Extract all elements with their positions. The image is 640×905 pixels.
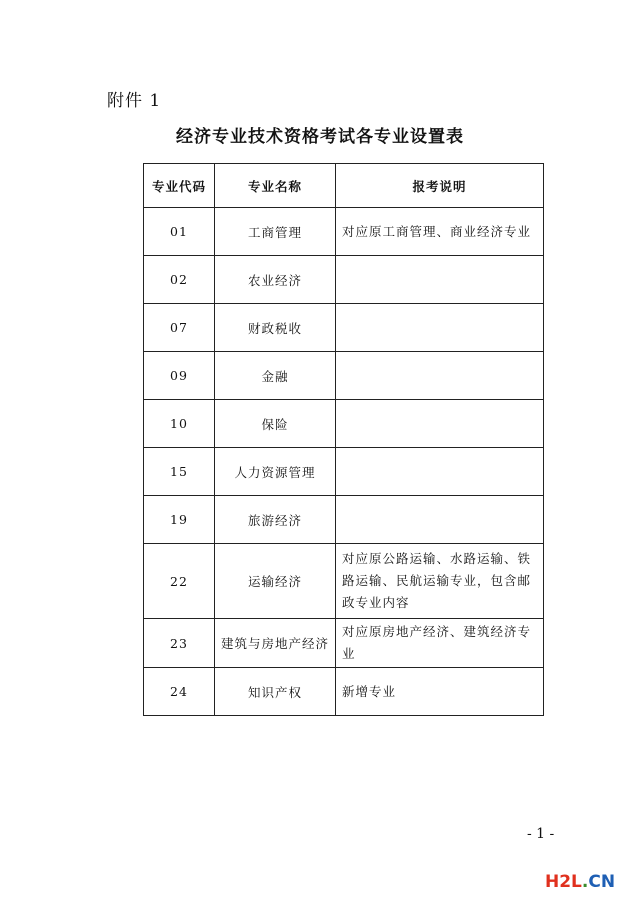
row-name: 财政税收 bbox=[215, 304, 336, 352]
table-row bbox=[144, 208, 544, 256]
watermark-part: CN bbox=[588, 872, 616, 892]
watermark-logo bbox=[545, 872, 615, 892]
row-code: 15 bbox=[144, 448, 215, 496]
table-row bbox=[144, 304, 544, 352]
row-note bbox=[336, 400, 544, 448]
row-note: 对应原公路运输、水路运输、铁路运输、民航运输专业，包含邮政专业内容 bbox=[336, 544, 544, 619]
table-row bbox=[144, 352, 544, 400]
table-row bbox=[144, 668, 544, 716]
attachment-label: 附件 1 bbox=[107, 91, 162, 111]
row-code: 23 bbox=[144, 619, 215, 668]
header-name: 专业名称 bbox=[215, 164, 336, 208]
row-note bbox=[336, 304, 544, 352]
page-number: - 1 - bbox=[527, 826, 555, 842]
row-note: 对应原房地产经济、建筑经济专业 bbox=[336, 619, 544, 668]
row-name: 运输经济 bbox=[215, 544, 336, 619]
row-name: 人力资源管理 bbox=[215, 448, 336, 496]
row-note bbox=[336, 448, 544, 496]
row-note: 新增专业 bbox=[336, 668, 544, 716]
table-row bbox=[144, 256, 544, 304]
row-name: 保险 bbox=[215, 400, 336, 448]
row-note bbox=[336, 256, 544, 304]
table-row bbox=[144, 544, 544, 619]
row-name: 建筑与房地产经济 bbox=[215, 619, 336, 668]
table-row bbox=[144, 400, 544, 448]
header-note: 报考说明 bbox=[336, 164, 544, 208]
table-header-row bbox=[144, 164, 544, 208]
row-note bbox=[336, 352, 544, 400]
row-note bbox=[336, 496, 544, 544]
row-code: 24 bbox=[144, 668, 215, 716]
row-code: 02 bbox=[144, 256, 215, 304]
row-code: 10 bbox=[144, 400, 215, 448]
row-name: 农业经济 bbox=[215, 256, 336, 304]
row-name: 工商管理 bbox=[215, 208, 336, 256]
row-name: 知识产权 bbox=[215, 668, 336, 716]
watermark-part: H2L bbox=[545, 872, 582, 892]
row-code: 07 bbox=[144, 304, 215, 352]
table-row bbox=[144, 496, 544, 544]
major-settings-table bbox=[143, 163, 544, 716]
row-code: 19 bbox=[144, 496, 215, 544]
document-title: 经济专业技术资格考试各专业设置表 bbox=[176, 127, 464, 147]
row-code: 22 bbox=[144, 544, 215, 619]
row-code: 01 bbox=[144, 208, 215, 256]
row-name: 旅游经济 bbox=[215, 496, 336, 544]
table-row bbox=[144, 619, 544, 668]
row-name: 金融 bbox=[215, 352, 336, 400]
table-row bbox=[144, 448, 544, 496]
row-code: 09 bbox=[144, 352, 215, 400]
header-code: 专业代码 bbox=[144, 164, 215, 208]
watermark-part: . bbox=[581, 872, 589, 892]
row-note: 对应原工商管理、商业经济专业 bbox=[336, 208, 544, 256]
